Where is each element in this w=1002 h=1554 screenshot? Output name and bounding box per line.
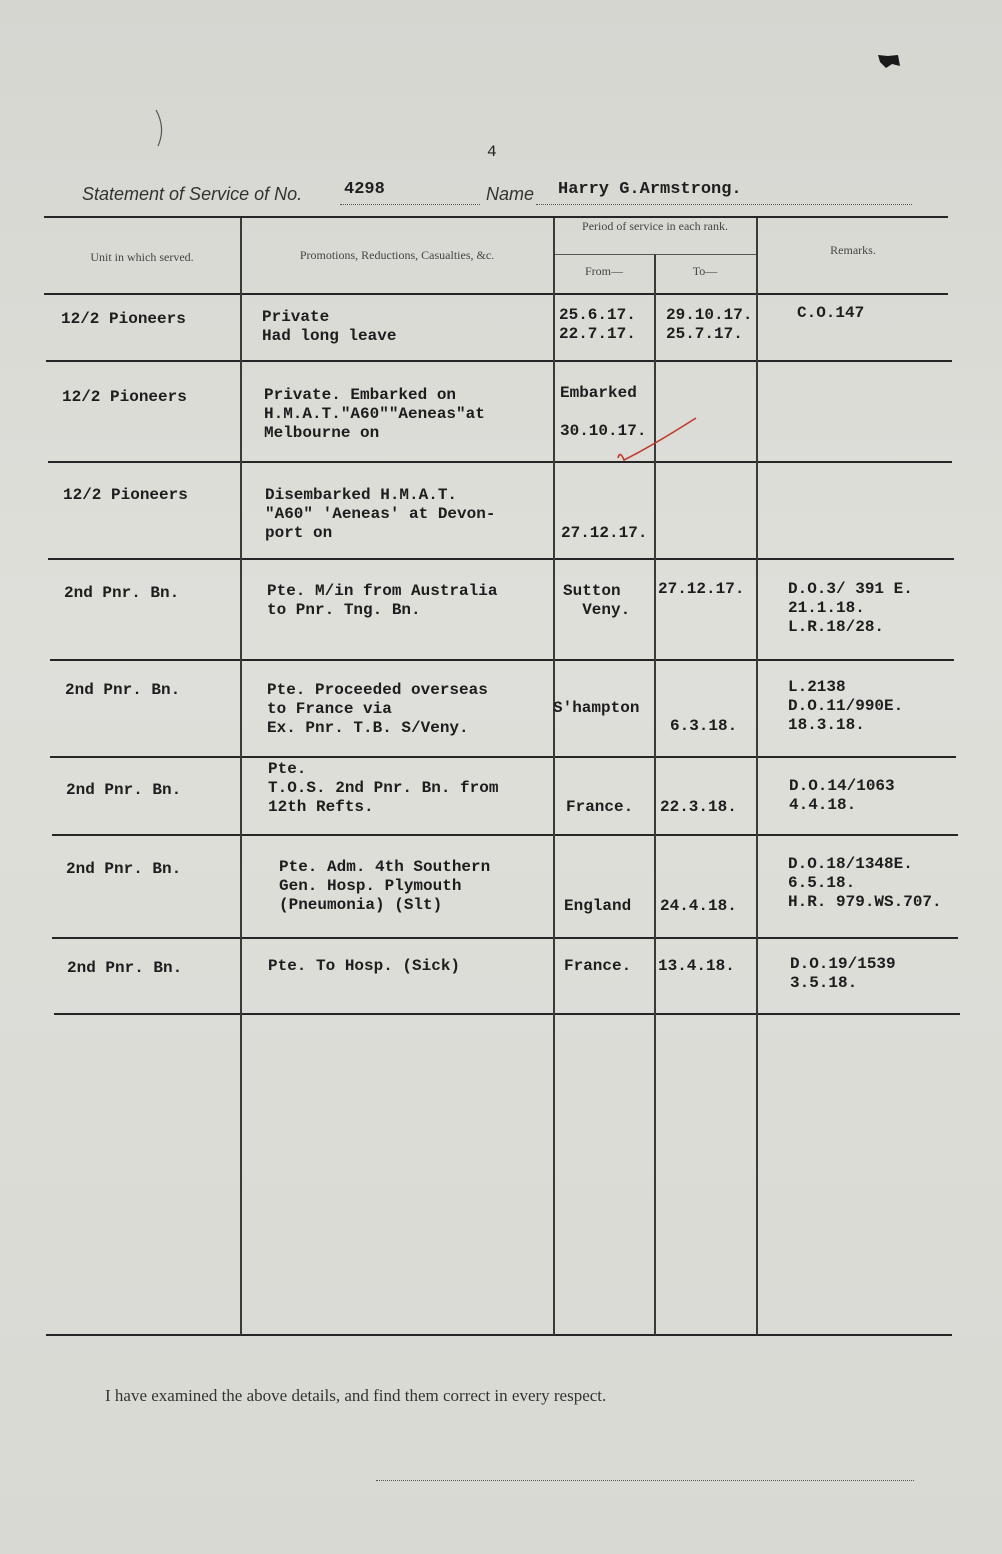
row-divider — [54, 1013, 960, 1015]
row-1-promotions: Private Had long leave — [262, 308, 397, 345]
row-1-to: 29.10.17. 25.7.17. — [666, 306, 753, 343]
row-5-unit: 2nd Pnr. Bn. — [65, 681, 181, 699]
row-5-promotions: Pte. Proceeded overseas to France via Ex. Pnr. T.B. S/Veny. — [267, 681, 488, 737]
signature-line — [376, 1480, 914, 1481]
row-6-remarks: D.O.14/1063 4.4.18. — [789, 777, 895, 814]
row-6-from: France. — [566, 798, 634, 816]
row-4-from: Sutton Veny. — [563, 582, 631, 619]
pencil-mark — [150, 108, 170, 148]
column-divider — [240, 218, 242, 1335]
certification-text: I have examined the above details, and find them correct in every respect. — [105, 1386, 607, 1405]
header-remarks: Remarks. — [830, 243, 876, 257]
row-divider — [52, 834, 958, 836]
row-3-promotions: Disembarked H.M.A.T. "A60" 'Aeneas' at Devon- port on — [265, 486, 496, 542]
row-7-unit: 2nd Pnr. Bn. — [66, 860, 182, 878]
ink-mark-icon — [876, 52, 902, 70]
row-8-to: 13.4.18. — [658, 957, 735, 975]
row-4-to: 27.12.17. — [658, 580, 745, 598]
statement-label: Statement of Service of No. — [82, 184, 303, 204]
red-check-mark — [612, 414, 702, 464]
column-divider — [553, 218, 555, 1335]
row-divider — [48, 558, 954, 560]
header-to: To— — [692, 264, 718, 278]
row-divider — [50, 756, 956, 758]
service-number-line — [340, 204, 480, 205]
statement-header — [82, 180, 912, 210]
row-2-promotions: Private. Embarked on H.M.A.T."A60""Aeneas"at Melbourne on — [264, 386, 485, 442]
row-2-unit: 12/2 Pioneers — [62, 388, 187, 406]
row-5-remarks: L.2138 D.O.11/990E. 18.3.18. — [788, 678, 904, 734]
service-number: 4298 — [344, 180, 385, 199]
soldier-name: Harry G.Armstrong. — [558, 180, 742, 199]
row-divider — [46, 360, 952, 362]
header-from: From— — [584, 264, 623, 278]
header-period: Period of service in each rank. — [582, 219, 728, 233]
row-divider — [52, 937, 958, 939]
row-3-from: 27.12.17. — [561, 524, 648, 542]
header-promotions: Promotions, Reductions, Casualties, &c. — [299, 248, 495, 262]
name-label: Name — [486, 184, 535, 204]
row-5-to: 6.3.18. — [670, 717, 738, 735]
row-8-remarks: D.O.19/1539 3.5.18. — [790, 955, 896, 992]
table-top-rule — [44, 216, 948, 218]
row-6-unit: 2nd Pnr. Bn. — [66, 781, 182, 799]
row-2-from: Embarked 30.10.17. — [560, 384, 647, 440]
row-5-from: S'hampton — [553, 699, 640, 717]
header-bottom-rule — [44, 293, 948, 295]
row-7-to: 24.4.18. — [660, 897, 737, 915]
column-divider — [756, 218, 758, 1335]
row-7-from: England — [564, 897, 632, 915]
row-6-to: 22.3.18. — [660, 798, 737, 816]
row-4-promotions: Pte. M/in from Australia to Pnr. Tng. Bn. — [267, 582, 498, 619]
row-divider — [48, 461, 952, 463]
row-divider — [50, 659, 954, 661]
row-8-unit: 2nd Pnr. Bn. — [67, 959, 183, 977]
row-1-from: 25.6.17. 22.7.17. — [559, 306, 636, 343]
row-7-promotions: Pte. Adm. 4th Southern Gen. Hosp. Plymouth (Pneumonia) (Slt) — [279, 858, 491, 914]
row-7-remarks: D.O.18/1348E. 6.5.18. H.R. 979.WS.707. — [788, 855, 942, 911]
page-number: 4 — [487, 143, 497, 161]
row-8-promotions: Pte. To Hosp. (Sick) — [268, 957, 461, 975]
header-unit: Unit in which served. — [90, 250, 194, 264]
row-8-from: France. — [564, 957, 632, 975]
row-6-promotions: Pte. T.O.S. 2nd Pnr. Bn. from 12th Refts. — [268, 760, 499, 816]
row-1-remarks: C.O.147 — [797, 304, 865, 322]
table-bottom-rule — [46, 1334, 952, 1336]
row-4-unit: 2nd Pnr. Bn. — [64, 584, 180, 602]
row-4-remarks: D.O.3/ 391 E. 21.1.18. L.R.18/28. — [788, 580, 913, 636]
name-line — [536, 204, 912, 205]
row-1-unit: 12/2 Pioneers — [61, 310, 186, 328]
row-3-unit: 12/2 Pioneers — [63, 486, 188, 504]
